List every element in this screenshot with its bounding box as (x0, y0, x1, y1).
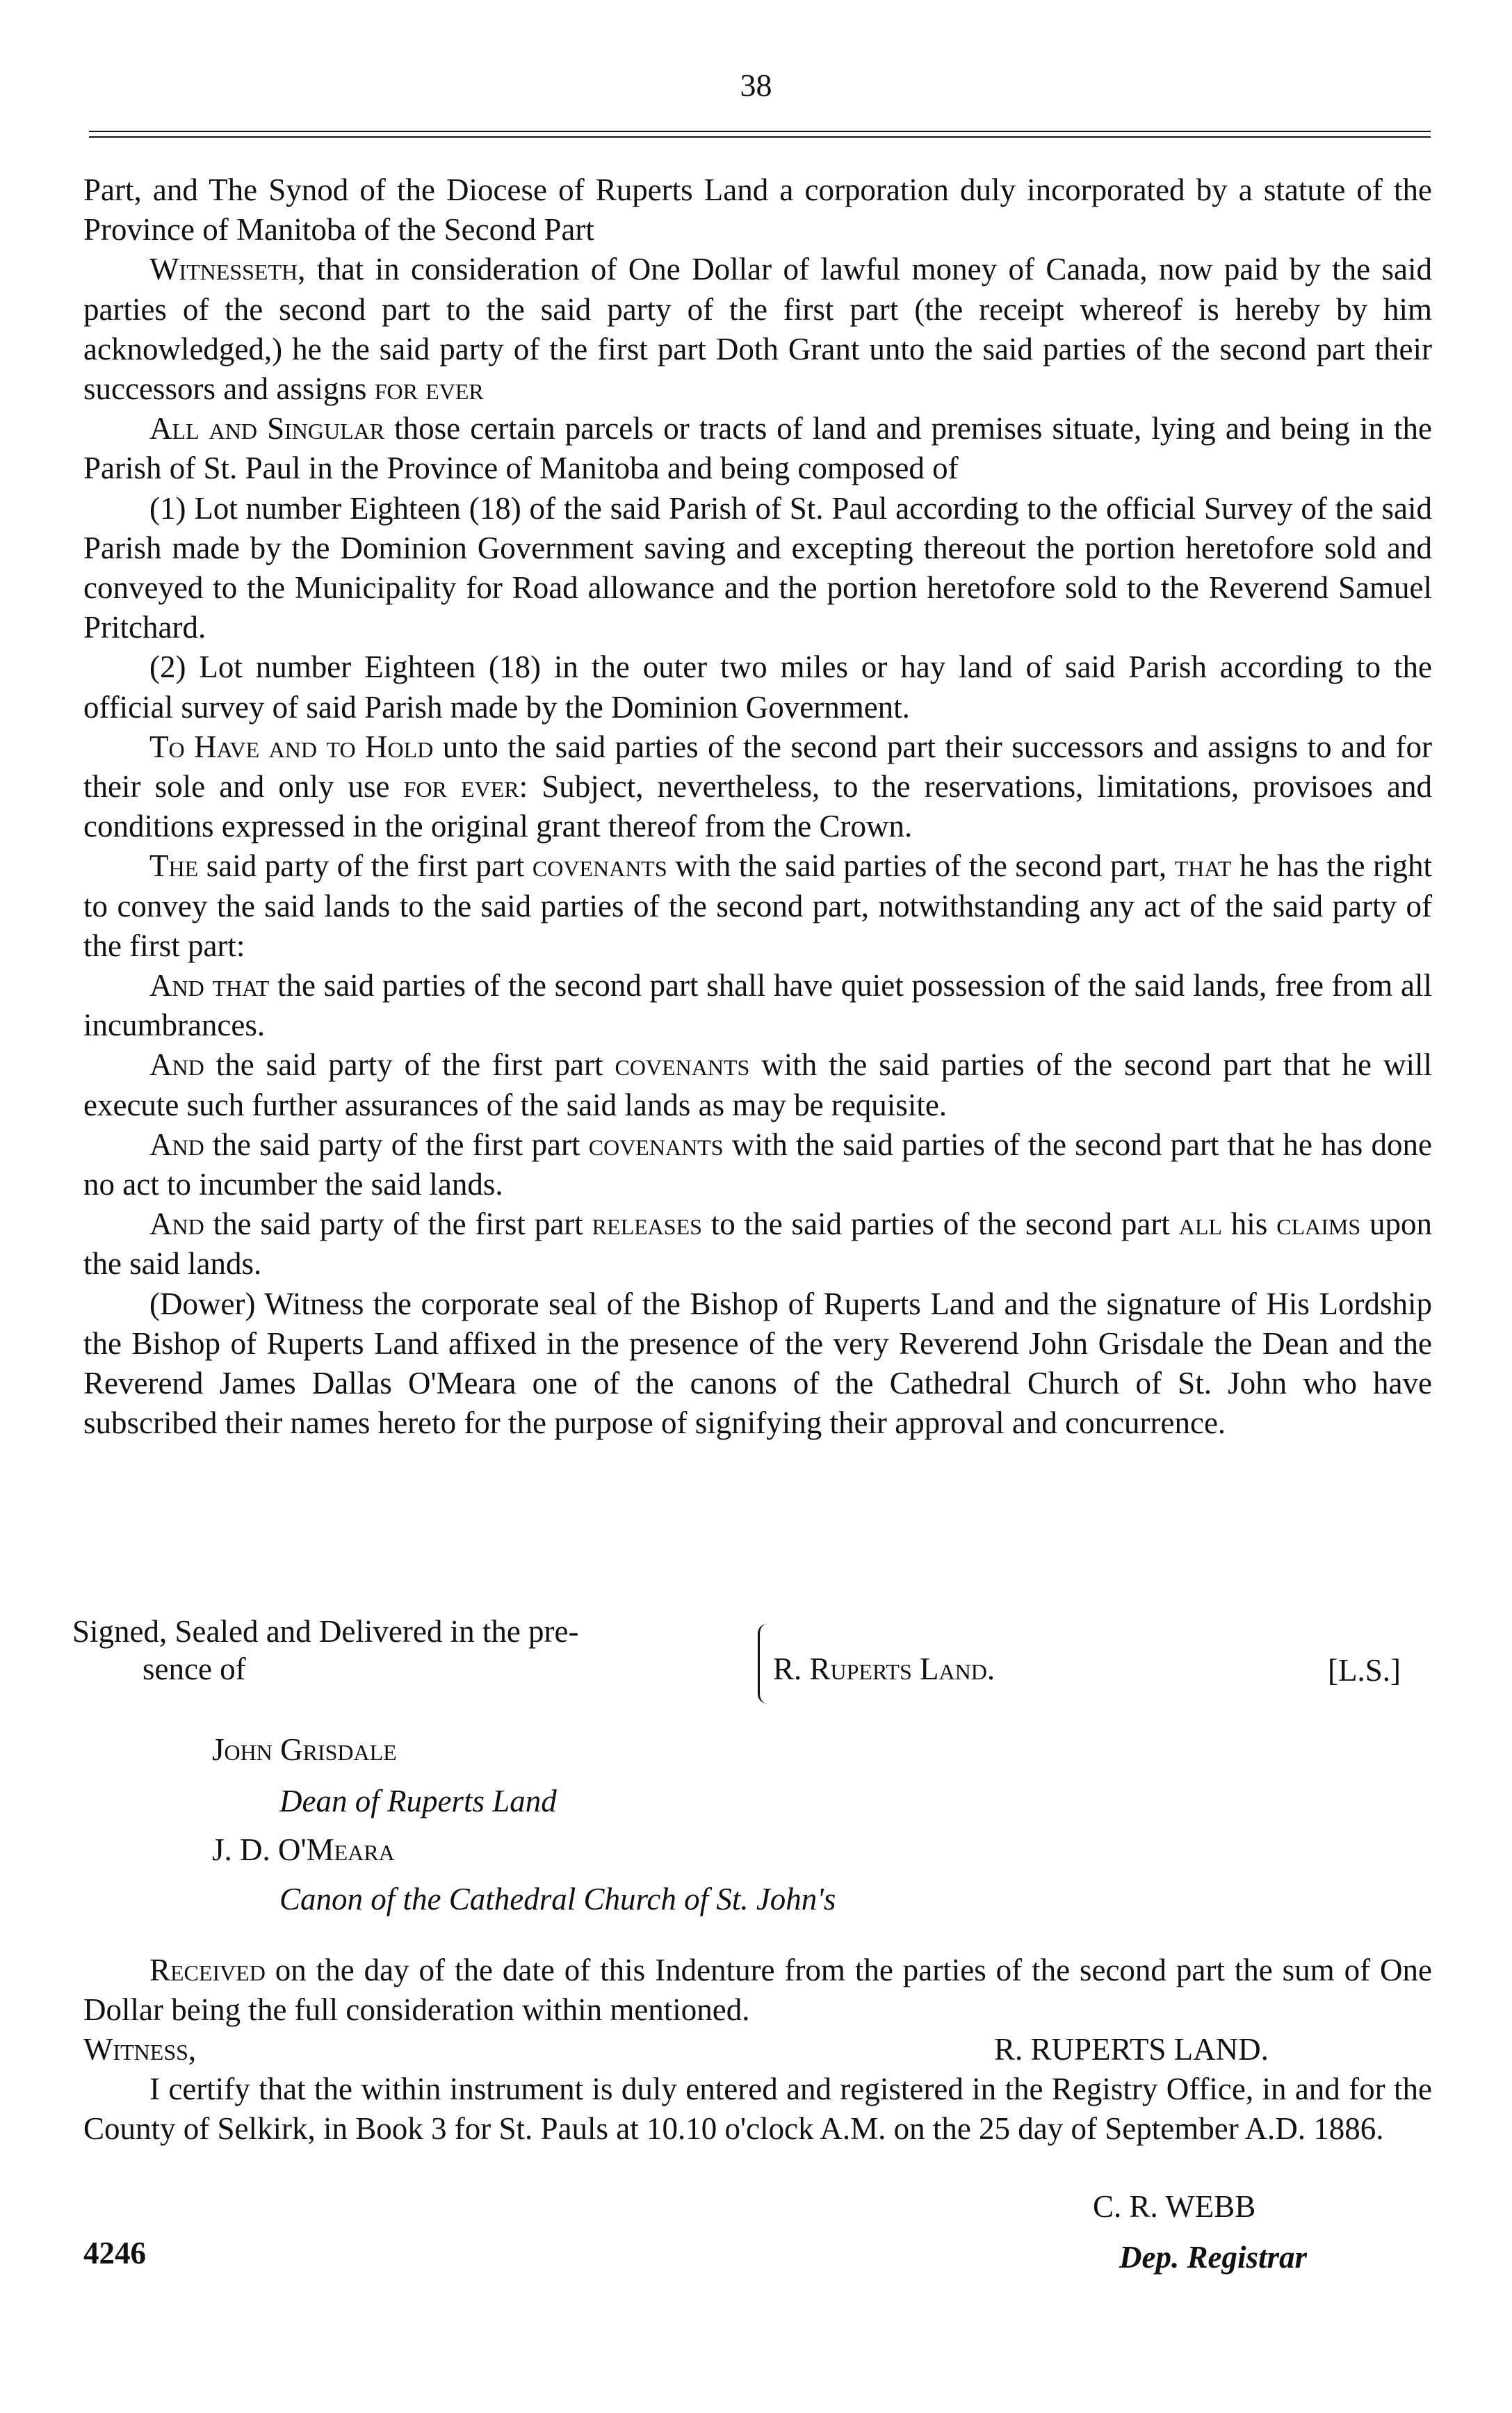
paragraph-habendum: To Have and to Hold unto the said parties of the second part their successors and assigns to and for their sole and only use for ever: Subject, nevertheless, to the reservations, limitations, provisoes and conditions expressed in the original grant thereof from the Crown. (83, 729, 1433, 844)
paragraph-parties: Part, and The Synod of the Diocese of Ruperts Land a corporation duly incorporated by a statute of the Province of Manitoba of the Second Part (83, 172, 1432, 248)
receipt-witness-label: Witness, (83, 2032, 197, 2067)
seal-mark: [L.S.] (1328, 1653, 1401, 1688)
signed-sealed-line2: sence of (143, 1652, 246, 1686)
paragraph-covenant-right: The said party of the first part covenants with the said parties of the second part, that he has the right to convey the said lands to the said parties of the second part, notwithstanding any act of the said party of the first part: (83, 848, 1433, 963)
signer-name: R. Ruperts Land. (773, 1652, 995, 1686)
receipt-paragraph: Received on the day of the date of this Indenture from the parties of the second part the sum of One Dollar being the full consideration within mentioned. (83, 1953, 1432, 2028)
witness2-title: Canon of the Cathedral Church of St. John's (279, 1882, 836, 1916)
registrar-name: C. R. WEBB (1093, 2189, 1256, 2224)
deed-body (83, 170, 1432, 1444)
certificate-paragraph: I certify that the within instrument is duly entered and registered in the Registry Office, in and for the County of Selkirk, in Book 3 for St. Pauls at 10.10 o'clock A.M. on the 25 day of September A.D. 1886. (83, 2072, 1432, 2147)
signed-sealed-line1: Signed, Sealed and Delivered in the pre- (72, 1614, 579, 1649)
for-ever-phrase: for ever (374, 371, 484, 407)
certificate-block (83, 2069, 1432, 2149)
receipt-signer: R. RUPERTS LAND. (994, 2032, 1269, 2067)
paragraph-witnesseth: Witnesseth, that in consideration of One Dollar of lawful money of Canada, now paid by the said parties of the second part to the said party of the first part (the receipt whereof is hereby by him acknowledged,) he the said party of the first part Doth Grant unto the said parties of the second part their successors and assigns for ever (83, 252, 1432, 407)
paragraph-lot-1: (1) Lot number Eighteen (18) of the said Parish of St. Paul according to the official Survey of the said Parish made by the Dominion Government saving and excepting thereout the portion heretofore sold and conveyed to the Municipality for Road allowance and the portion heretofore sold to the Reverend Samuel Pritchard. (83, 490, 1432, 645)
paragraph-dower-witness: (Dower) Witness the corporate seal of the Bishop of Ruperts Land and the signature of His Lordship the Bishop of Ruperts Land affixed in the presence of the very Reverend John Grisdale the Dean and the Reverend James Dallas O'Meara one of the canons of the Cathedral Church of St. John who have subscribed their names hereto for the purpose of signifying their approval and concurrence. (83, 1286, 1432, 1441)
witness1-title: Dean of Ruperts Land (279, 1784, 557, 1818)
registrar-title: Dep. Registrar (1119, 2240, 1307, 2275)
paragraph-lot-2: (2) Lot number Eighteen (18) in the outer two miles or hay land of said Parish according to the official survey of said Parish made by the Dominion Government. (83, 649, 1432, 725)
witnesseth-lead: Witnesseth, (149, 252, 306, 287)
paragraph-quiet-possession: And that the said parties of the second part shall have quiet possession of the said lands, free from all incumbrances. (83, 968, 1432, 1043)
footer-number: 4246 (83, 2236, 146, 2270)
paragraph-release: And the said party of the first part releases to the said parties of the second part all his claims upon the said lands. (83, 1206, 1432, 1282)
header-rule-bottom (89, 136, 1431, 138)
paragraph-all-and-singular: All and Singular those certain parcels or tracts of land and premises situate, lying and being in the Parish of St. Paul in the Province of Manitoba and being composed of (83, 411, 1433, 486)
page-number: 38 (740, 67, 772, 103)
paragraph-further-assurances: And the said party of the first part covenants with the said parties of the second part that he will execute such further assurances of the said lands as may be requisite. (83, 1047, 1432, 1122)
receipt-block (83, 1951, 1432, 2030)
header-rule-top (89, 131, 1431, 132)
witness1-name: John Grisdale (212, 1732, 397, 1767)
paragraph-no-incumbrance: And the said party of the first part covenants with the said parties of the second part that he has done no act to incumber the said lands. (83, 1127, 1432, 1202)
signature-brace (758, 1624, 774, 1704)
witness2-name: J. D. O'Meara (212, 1832, 395, 1867)
